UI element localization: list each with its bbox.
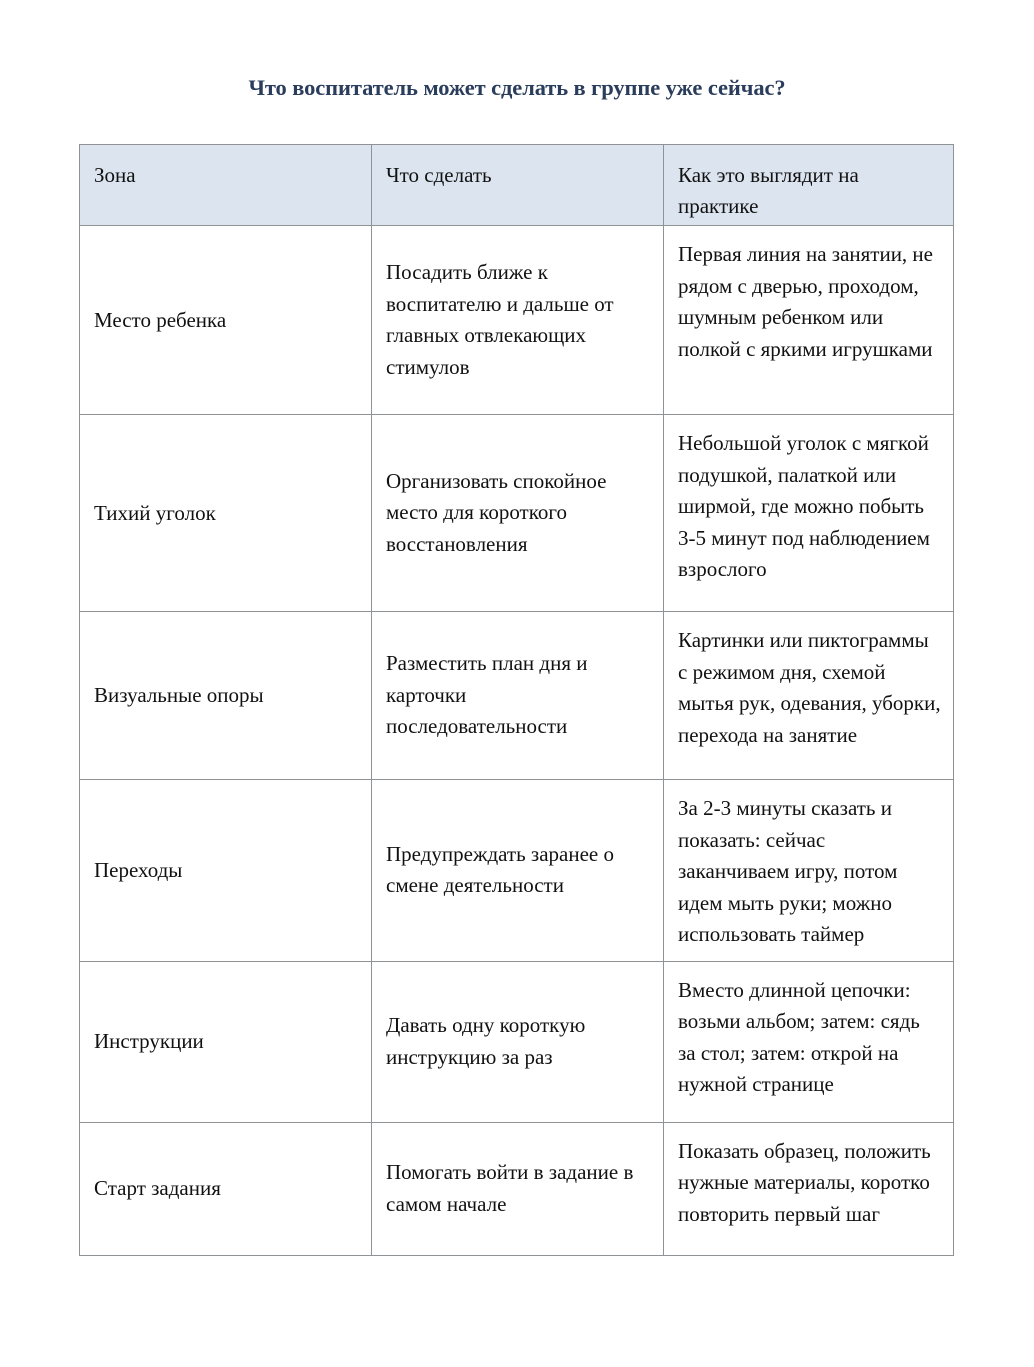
cell-action-text: Помогать войти в задание в самом начале	[386, 1160, 634, 1216]
cell-practice	[664, 415, 954, 612]
table-row	[80, 226, 954, 415]
cell-zone	[80, 612, 372, 780]
column-header-zone-label: Зона	[94, 163, 136, 187]
cell-zone	[80, 1122, 372, 1255]
page-title: Что воспитатель может сделать в группе уже сейчас?	[248, 75, 786, 100]
column-header-practice	[664, 145, 954, 226]
table-header-row	[80, 145, 954, 226]
recommendations-table	[79, 144, 954, 1256]
cell-practice-text: Первая линия на занятии, не рядом с дверью, проходом, шумным ребенком или полкой с яркими игрушками	[678, 242, 933, 361]
table-header	[80, 145, 954, 226]
cell-zone	[80, 961, 372, 1122]
cell-action-text: Посадить ближе к воспитателю и дальше от главных отвлекающих стимулов	[386, 260, 614, 379]
cell-zone-text: Переходы	[94, 857, 183, 882]
column-header-practice-label: Как это выглядит на практике	[678, 163, 859, 218]
table-row	[80, 780, 954, 962]
table-row	[80, 1122, 954, 1255]
cell-action	[372, 226, 664, 415]
cell-action	[372, 415, 664, 612]
cell-practice-text: Картинки или пиктограммы с режимом дня, схемой мытья рук, одевания, уборки, перехода на занятие	[678, 628, 941, 747]
cell-practice	[664, 612, 954, 780]
cell-action-text: Предупреждать заранее о смене деятельности	[386, 841, 614, 898]
cell-zone	[80, 226, 372, 415]
cell-zone	[80, 780, 372, 962]
cell-action-text: Организовать спокойное место для короткого восстановления	[386, 468, 607, 556]
table-body	[80, 226, 954, 1256]
cell-action-text: Разместить план дня и карточки последовательности	[386, 651, 588, 739]
column-header-action	[372, 145, 664, 226]
cell-action	[372, 780, 664, 962]
cell-action-text: Давать одну короткую инструкцию за раз	[386, 1013, 586, 1069]
cell-action	[372, 1122, 664, 1255]
cell-zone-text: Инструкции	[94, 1029, 204, 1053]
cell-practice	[664, 961, 954, 1122]
cell-practice-text: Показать образец, положить нужные материалы, коротко повторить первый шаг	[678, 1138, 931, 1226]
cell-practice-text: Небольшой уголок с мягкой подушкой, палаткой или ширмой, где можно побыть 3-5 минут под наблюдением взрослого	[678, 431, 930, 581]
table-row	[80, 612, 954, 780]
cell-action	[372, 961, 664, 1122]
cell-practice	[664, 780, 954, 962]
column-header-zone	[80, 145, 372, 226]
cell-action	[372, 612, 664, 780]
cell-zone-text: Место ребенка	[94, 307, 227, 332]
table-row	[80, 415, 954, 612]
recommendations-table-wrapper	[79, 144, 953, 1256]
cell-practice	[664, 226, 954, 415]
cell-zone	[80, 415, 372, 612]
cell-practice-text: Вместо длинной цепочки: возьми альбом; затем: сядь за стол; затем: открой на нужной странице	[678, 977, 920, 1096]
cell-zone-text: Визуальные опоры	[94, 683, 264, 707]
cell-zone-text: Старт задания	[94, 1176, 221, 1200]
cell-zone-text: Тихий уголок	[94, 500, 216, 525]
column-header-action-label: Что сделать	[386, 163, 492, 187]
cell-practice-text: За 2-3 минуты сказать и показать: сейчас заканчиваем игру, потом идем мыть руки; можно использовать таймер	[678, 796, 898, 946]
table-row	[80, 961, 954, 1122]
cell-practice	[664, 1122, 954, 1255]
